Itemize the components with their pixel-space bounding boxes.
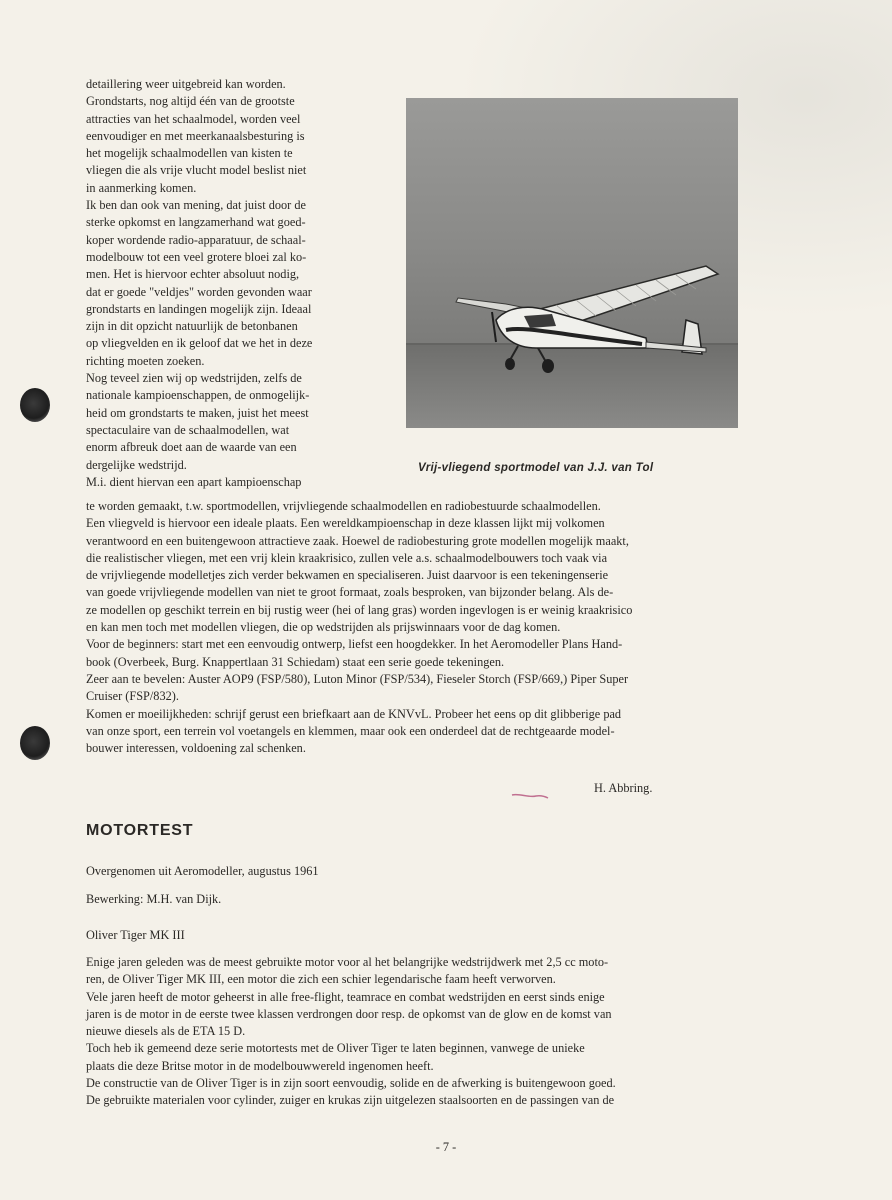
punch-hole-bottom bbox=[20, 726, 50, 760]
text-line: De constructie van de Oliver Tiger is in zijn soort eenvoudig, solide en de afwerking is buitengewoon goed. bbox=[86, 1076, 616, 1091]
text-line: zijn in dit opzicht natuurlijk de betonbanen bbox=[86, 319, 298, 334]
text-line: vliegen die als vrije vlucht model beslist niet bbox=[86, 163, 307, 178]
text-line: Toch heb ik gemeend deze serie motortests met de Oliver Tiger te laten beginnen, vanwege de unieke bbox=[86, 1041, 585, 1056]
text-line: van goede vrijvliegende modellen van niet te groot formaat, zoals besproken, van bijzonder belang. Als de- bbox=[86, 585, 614, 600]
airplane-illustration bbox=[406, 98, 738, 428]
text-line: spectaculaire van de schaalmodellen, wat bbox=[86, 422, 290, 437]
text-line: Voor de beginners: start met een eenvoudig ontwerp, liefst een hoogdekker. In het Aeromodeller Plans Hand- bbox=[86, 637, 623, 652]
text-line: detaillering weer uitgebreid kan worden. bbox=[86, 77, 286, 91]
text-line: Grondstarts, nog altijd één van de grootste bbox=[86, 94, 295, 109]
text-line: book (Overbeek, Burg. Knappertlaan 31 Schiedam) staat een serie goede tekeningen. bbox=[86, 654, 505, 669]
ink-mark bbox=[510, 792, 550, 800]
text-line: in aanmerking komen. bbox=[86, 180, 197, 195]
section-heading: MOTORTEST bbox=[86, 822, 194, 839]
main-text-block bbox=[86, 498, 776, 757]
text-line: Zeer aan te bevelen: Auster AOP9 (FSP/580), Luton Minor (FSP/534), Fieseler Storch (FSP/669,) Piper Super bbox=[86, 671, 629, 686]
text-line: modelbouw tot een veel grotere bloei zal ko- bbox=[86, 249, 307, 264]
text-line: nationale kampioenschappen, de onmogelijk- bbox=[86, 388, 310, 403]
text-line: Nog teveel zien wij op wedstrijden, zelfs de bbox=[86, 371, 302, 386]
text-line: dat er goede "veldjes" worden gevonden waar bbox=[86, 284, 312, 299]
text-line: nieuwe diesels als de ETA 15 D. bbox=[86, 1024, 246, 1039]
text-line: ren, de Oliver Tiger MK III, een motor die zich een schier legendarische faam heeft verworven. bbox=[86, 972, 556, 987]
text-line: M.i. dient hiervan een apart kampioenschap bbox=[86, 474, 302, 489]
text-line: de vrijvliegende modelletjes zich verder bekwamen en specialiseren. Juist daarvoor is een tekeningenserie bbox=[86, 568, 609, 583]
text-line: men. Het is hiervoor echter absoluut nodig, bbox=[86, 267, 300, 282]
text-line: jaren is de motor in de eerste twee klassen verdrongen door resp. de opkomst van de glow en de komst van bbox=[86, 1006, 612, 1021]
text-line: heid om grondstarts te maken, juist het meest bbox=[86, 405, 309, 420]
text-line: Cruiser (FSP/832). bbox=[86, 689, 179, 704]
text-line: enorm afbreuk doet aan de waarde van een bbox=[86, 440, 297, 455]
text-line: die realistischer vliegen, met een vrij klein kraakrisico, zullen vele a.s. schaalmodelbouwers toch vaak via bbox=[86, 550, 608, 565]
text-line: attracties van het schaalmodel, worden veel bbox=[86, 111, 301, 126]
text-line: verantwoord en een buitengewoon attractieve zaak. Hoewel de radiobesturing grote modellen mogelijk maakt, bbox=[86, 533, 629, 548]
text-line: het mogelijk schaalmodellen van kisten te bbox=[86, 146, 293, 161]
text-line: grondstarts en landingen mogelijk zijn. Ideaal bbox=[86, 301, 312, 316]
author-signature: H. Abbring. bbox=[594, 781, 653, 795]
text-line: eenvoudiger en met meerkanaalsbesturing is bbox=[86, 128, 305, 143]
text-line: Ik ben dan ook van mening, dat juist door de bbox=[86, 198, 306, 213]
text-line: richting moeten zoeken. bbox=[86, 353, 205, 368]
text-line: op vliegvelden en ik geloof dat we het in deze bbox=[86, 336, 313, 351]
text-line: koper wordende radio-apparatuur, de schaal- bbox=[86, 232, 306, 247]
motortest-text-block bbox=[86, 954, 776, 1110]
photo-caption: Vrij-vliegend sportmodel van J.J. van Tol bbox=[418, 462, 654, 474]
editor-line: Bewerking: M.H. van Dijk. bbox=[86, 892, 222, 906]
punch-hole-top bbox=[20, 388, 50, 422]
text-line: Enige jaren geleden was de meest gebruikte motor voor al het belangrijke wedstrijdwerk met 2,5 cc moto- bbox=[86, 955, 609, 969]
text-line: ze modellen op geschikt terrein en bij rustig weer (hei of lang gras) worden ingevlogen is er weinig kraakrisico bbox=[86, 602, 633, 617]
text-line: Een vliegveld is hiervoor een ideale plaats. Een wereldkampioenschap in deze klassen lijkt mij volkomen bbox=[86, 516, 605, 531]
text-line: Komen er moeilijkheden: schrijf gerust een briefkaart aan de KNVvL. Probeer het eens op dit glibberige pad bbox=[86, 706, 622, 721]
text-line: te worden gemaakt, t.w. sportmodellen, vrijvliegende schaalmodellen en radiobestuurde schaalmodellen. bbox=[86, 499, 601, 513]
text-line: bouwer interessen, voldoening zal schenken. bbox=[86, 741, 306, 756]
text-line: De gebruikte materialen voor cylinder, zuiger en krukas zijn uitgelezen staalsoorten en de passingen van de bbox=[86, 1093, 615, 1108]
text-line: dergelijke wedstrijd. bbox=[86, 457, 187, 472]
page-number: - 7 - bbox=[435, 1140, 457, 1154]
top-text-column bbox=[86, 76, 386, 491]
text-line: van onze sport, een terrein vol voetangels en klemmen, maar ook een onderdeel dat de rechtgeaarde model- bbox=[86, 723, 615, 738]
text-line: sterke opkomst en langzamerhand wat goed- bbox=[86, 215, 306, 230]
text-line: Vele jaren heeft de motor geheerst in alle free-flight, teamrace en combat wedstrijden en eerst sinds enige bbox=[86, 989, 605, 1004]
source-line: Overgenomen uit Aeromodeller, augustus 1961 bbox=[86, 864, 319, 878]
text-line: plaats die deze Britse motor in de modelbouwwereld ingenomen heeft. bbox=[86, 1058, 434, 1073]
airplane-photo bbox=[406, 98, 738, 428]
text-line: en kan men toch met modellen vliegen, die op wedstrijden als prijswinnaars voor de dag komen. bbox=[86, 620, 561, 635]
engine-subject: Oliver Tiger MK III bbox=[86, 928, 185, 942]
